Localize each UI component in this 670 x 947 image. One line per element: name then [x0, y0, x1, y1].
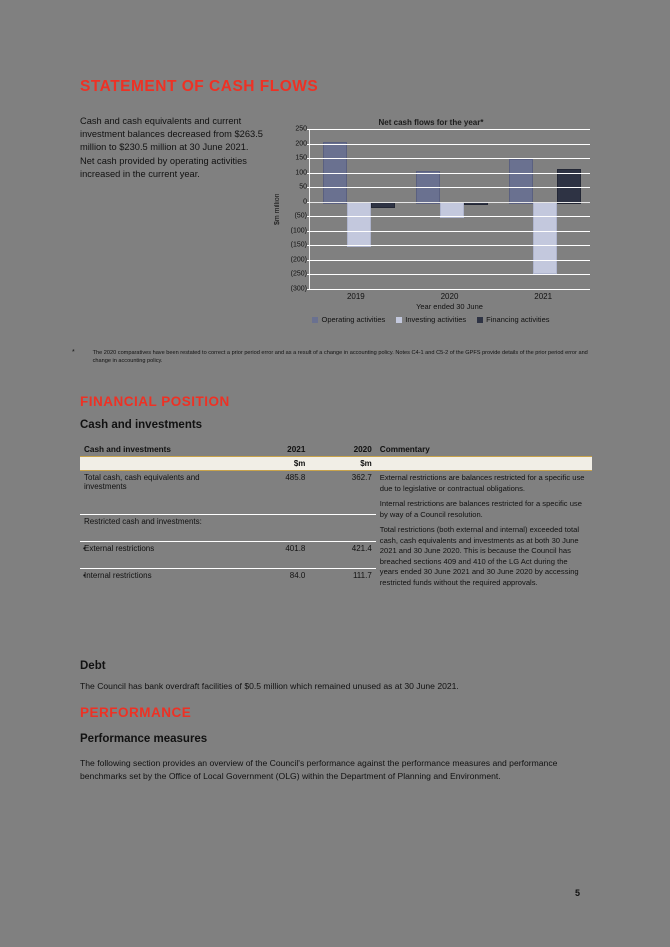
- chart-gridline: [310, 274, 590, 275]
- commentary-paragraph: Internal restrictions are balances restricted for a specific use by way of a Council resolution.: [379, 499, 582, 519]
- chart-tick: [307, 289, 310, 290]
- chart-gridline: [310, 173, 590, 174]
- table-cell-2020: 362.7: [351, 473, 372, 482]
- chart-tick: [307, 216, 310, 217]
- chart-y-tick: (150): [290, 241, 307, 249]
- chart-tick: [307, 173, 310, 174]
- legend-label: Investing activities: [405, 315, 467, 324]
- chart-tick: [307, 274, 310, 275]
- chart-gridline: [310, 144, 590, 145]
- chart-x-tick: 2021: [534, 292, 553, 301]
- chart-tick: [307, 158, 310, 159]
- chart-legend-item: [312, 315, 385, 324]
- chart-y-tick: (100): [290, 227, 307, 235]
- debt-paragraph: The Council has bank overdraft facilities of $0.5 million which remained unused as at 30 June 2021.: [80, 681, 459, 691]
- chart-plot-row: [272, 125, 590, 293]
- commentary-paragraph: External restrictions are balances restricted for a specific use due to legislative or contractual obligations.: [379, 473, 585, 493]
- chart-gridline: [310, 231, 590, 232]
- footnote-marker: *: [72, 349, 75, 356]
- chart-tick: [307, 129, 310, 130]
- chart-gridline: [310, 158, 590, 159]
- table-row-label: • Internal restrictions: [80, 569, 243, 595]
- chart-y-tick: 100: [295, 169, 307, 177]
- cash-and-investments-table: [80, 443, 592, 595]
- chart-gridline: [310, 187, 590, 188]
- table-cell-2021: 401.8: [243, 542, 309, 569]
- table-unit-cell: [376, 457, 592, 471]
- chart-bar-group: [403, 129, 496, 289]
- chart-plot-area: [309, 129, 590, 289]
- chart-bar: [347, 202, 371, 247]
- commentary-paragraph: Total restrictions (both external and internal) exceeded total cash, cash equivalents and investments as at both 30 June 2021 and 30 June 2020. This is because the Council has breached sections 409 and 410 of the LG Act during the years ended 30 June 2021 and 30 June 2020 by accessing restricted funds without the required approvals.: [379, 525, 580, 587]
- chart-y-tick: 150: [295, 154, 307, 162]
- chart-bar: [533, 202, 557, 275]
- legend-swatch-icon: [312, 317, 318, 323]
- legend-swatch-icon: [477, 317, 483, 323]
- table-unit-cell: $m: [360, 459, 372, 468]
- cash-and-investments-heading: Cash and investments: [80, 419, 203, 431]
- legend-label: Operating activities: [321, 315, 386, 324]
- legend-swatch-icon: [396, 317, 402, 323]
- chart-tick: [307, 231, 310, 232]
- cash-flows-paragraph: Cash and cash equivalents and current investment balances decreased from $263.5 million to $230.5 million at 30 June 2021. Net cash provided by operating activities increased in the current year.: [80, 116, 263, 179]
- chart-y-tick: (50): [294, 212, 307, 220]
- legend-label: Financing activities: [486, 315, 550, 324]
- chart-gridline: [310, 289, 590, 290]
- chart-y-tick: 0: [303, 198, 307, 206]
- chart-bar: [440, 202, 464, 218]
- chart-x-tick: 2019: [346, 292, 365, 301]
- table-unit-row: [80, 457, 592, 471]
- chart-y-tick: (200): [290, 256, 307, 264]
- table-unit-cell: [80, 457, 243, 471]
- chart-x-tick-labels: [309, 289, 590, 301]
- chart-y-tick: 50: [299, 183, 307, 191]
- debt-heading: Debt: [80, 660, 106, 672]
- chart-zero-line: [310, 202, 590, 203]
- chart-legend-item: [396, 315, 466, 324]
- chart-y-tick: (300): [290, 285, 307, 293]
- table-header-cell: 2020: [353, 445, 372, 454]
- table-cell-2021: 84.0: [243, 569, 309, 595]
- performance-heading: PERFORMANCE: [80, 705, 192, 720]
- chart-gridline: [310, 129, 590, 130]
- table-commentary-cell: [376, 471, 592, 596]
- footnote-text: The 2020 comparatives have been restated to correct a prior period error and as a result of a change in accounting policy. Notes C4-1 and C5-2 of the GPFS provide details of the prior period error and change in accounting policy.: [92, 350, 588, 364]
- table-row-label: • External restrictions: [80, 542, 243, 569]
- chart-title: Net cash flows for the year*: [378, 118, 484, 127]
- performance-paragraph: The following section provides an overview of the Council's performance against the performance measures and performance benchmarks set by the Office of Local Government (OLG) within the Department of Planning and Environment.: [80, 758, 558, 781]
- net-cash-flows-chart: [272, 118, 590, 338]
- chart-x-axis-title: Year ended 30 June: [416, 302, 483, 311]
- page-number: 5: [575, 888, 581, 898]
- chart-bars: [310, 129, 590, 289]
- table-row-label: Total cash, cash equivalents and investments: [84, 473, 200, 491]
- chart-tick: [307, 245, 310, 246]
- chart-x-tick: 2020: [440, 292, 459, 301]
- table-cell-2020: 111.7: [309, 569, 375, 595]
- chart-legend-item: [477, 315, 549, 324]
- table-header-cell: Cash and investments: [84, 445, 171, 454]
- table-unit-cell: $m: [293, 459, 306, 468]
- chart-legend: [272, 311, 590, 324]
- table-header-cell: Commentary: [379, 445, 430, 454]
- table-cell-2021: [243, 515, 309, 542]
- table-row-label: Restricted cash and investments:: [80, 515, 243, 542]
- chart-tick: [307, 260, 310, 261]
- financial-position-heading: FINANCIAL POSITION: [80, 394, 230, 409]
- table-header-cell: 2021: [287, 445, 306, 454]
- chart-tick: [307, 202, 310, 203]
- table-cell-2021: 485.8: [285, 473, 306, 482]
- chart-gridline: [310, 245, 590, 246]
- table-header-row: [80, 443, 592, 457]
- chart-y-tick: (250): [290, 270, 307, 278]
- chart-y-tick: 200: [295, 140, 307, 148]
- chart-bar-group: [497, 129, 590, 289]
- chart-bar-group: [310, 129, 403, 289]
- chart-y-axis-title: $m million: [274, 193, 281, 225]
- chart-y-tick: 250: [295, 125, 307, 133]
- chart-y-tick-labels: [283, 125, 309, 293]
- table-cell-2020: [309, 515, 375, 542]
- table-row: [80, 471, 592, 515]
- chart-gridline: [310, 260, 590, 261]
- chart-gridline: [310, 216, 590, 217]
- table-cell-2020: 421.4: [309, 542, 375, 569]
- chart-tick: [307, 187, 310, 188]
- chart-footnote: [72, 349, 592, 365]
- performance-measures-heading: Performance measures: [80, 733, 208, 745]
- statement-of-cash-flows-heading: STATEMENT OF CASH FLOWS: [80, 78, 319, 95]
- cash-flows-text-block: [80, 115, 265, 181]
- chart-tick: [307, 144, 310, 145]
- chart-bar: [509, 159, 533, 204]
